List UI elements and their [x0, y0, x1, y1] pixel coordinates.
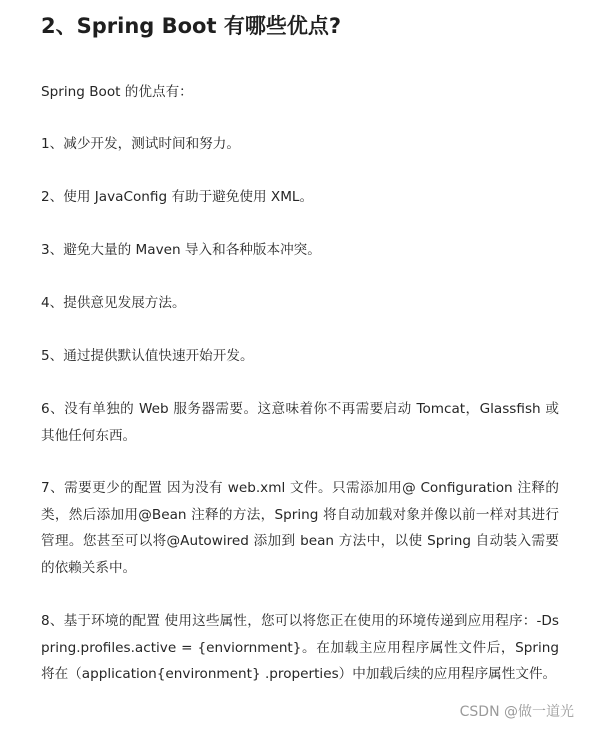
- list-item: 3、避免大量的 Maven 导入和各种版本冲突。: [41, 242, 321, 258]
- list-item: 6、没有单独的 Web 服务器需要。这意味着你不再需要启动 Tomcat，Glassfish 或其他任何东西。: [41, 401, 559, 444]
- watermark: CSDN @做一道光: [459, 704, 574, 720]
- list-item: 2、使用 JavaConfig 有助于避免使用 XML。: [41, 189, 314, 205]
- list-item: 1、减少开发，测试时间和努力。: [41, 136, 240, 152]
- intro-text: Spring Boot 的优点有：: [41, 84, 193, 100]
- list-item: 4、提供意见发展方法。: [41, 295, 186, 311]
- list-item: 5、通过提供默认值快速开始开发。: [41, 348, 254, 364]
- section-heading: 2、Spring Boot 有哪些优点?: [41, 14, 342, 38]
- list-item: 8、基于环境的配置 使用这些属性，您可以将您正在使用的环境传递到应用程序：-Dspring.profiles.active = {enviornment}。在加载主应用程序属性文件后，Spring 将在（application{environment} .properties）中加载后续的应用程序属性文件。: [41, 613, 559, 682]
- list-item: 7、需要更少的配置 因为没有 web.xml 文件。只需添加用@ Configuration 注释的类，然后添加用@Bean 注释的方法，Spring 将自动加载对象并像以前一样对其进行管理。您甚至可以将@Autowired 添加到 bean 方法中，以使 Spring 自动装入需要的依赖关系中。: [41, 480, 559, 576]
